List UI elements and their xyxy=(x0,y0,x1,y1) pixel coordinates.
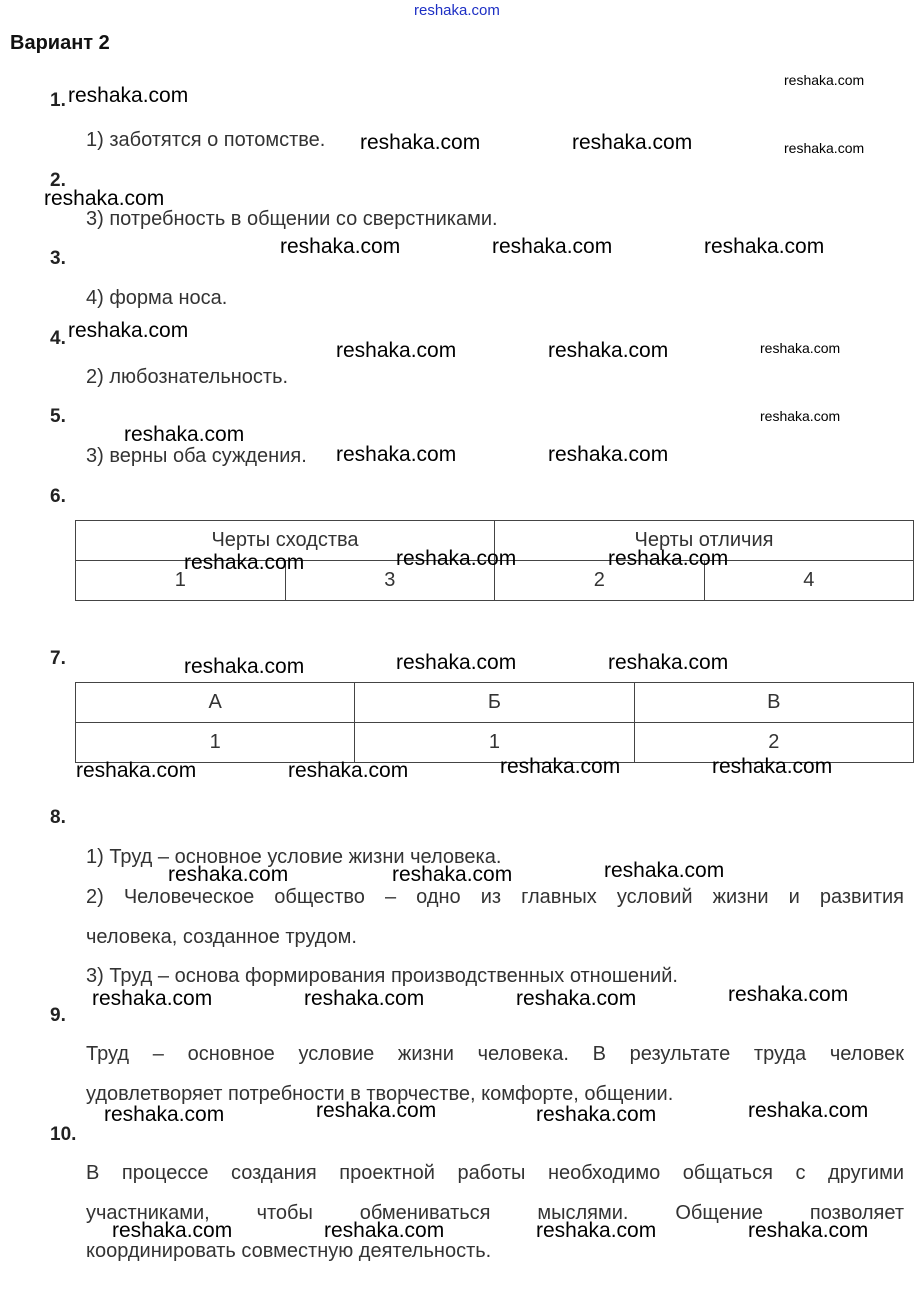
table-cell: 3 xyxy=(285,561,495,601)
site-watermark: reshaka.com xyxy=(414,2,500,19)
watermark: reshaka.com xyxy=(784,140,865,156)
watermark: reshaka.com xyxy=(184,655,305,678)
watermark: reshaka.com xyxy=(44,187,165,210)
question-number: 7. xyxy=(50,648,66,669)
answer-line: 1) Труд – основное условие жизни человека. xyxy=(86,846,502,868)
watermark: reshaka.com xyxy=(748,1219,869,1242)
watermark: reshaka.com xyxy=(548,339,669,362)
watermark: reshaka.com xyxy=(500,755,621,778)
watermark: reshaka.com xyxy=(68,319,189,342)
question-number: 4. xyxy=(50,328,66,349)
watermark: reshaka.com xyxy=(280,235,401,258)
watermark: reshaka.com xyxy=(112,1219,233,1242)
answer-line: Труд – основное условие жизни человека. В результате труда человек xyxy=(86,1043,904,1065)
answer-line: координировать совместную деятельность. xyxy=(86,1240,492,1262)
answer-text: 2) любознательность. xyxy=(86,366,289,388)
question-number: 3. xyxy=(50,248,66,269)
watermark: reshaka.com xyxy=(760,340,841,356)
watermark: reshaka.com xyxy=(608,547,729,570)
answer-line: В процессе создания проектной работы необходимо общаться с другими xyxy=(86,1162,904,1184)
table-cell: 1 xyxy=(76,561,286,601)
question-number: 5. xyxy=(50,406,66,427)
watermark: reshaka.com xyxy=(760,408,841,424)
answer-line: 3) Труд – основа формирования производственных отношений. xyxy=(86,965,678,987)
watermark: reshaka.com xyxy=(396,547,517,570)
answer-text: 1) заботятся о потомстве. xyxy=(86,129,326,151)
watermark: reshaka.com xyxy=(728,983,849,1006)
watermark: reshaka.com xyxy=(784,72,865,88)
watermark: reshaka.com xyxy=(336,443,457,466)
watermark: reshaka.com xyxy=(396,651,517,674)
watermark: reshaka.com xyxy=(336,339,457,362)
watermark: reshaka.com xyxy=(288,759,409,782)
table-header: Черты сходства xyxy=(76,521,495,561)
answer-line: участниками, чтобы обмениваться мыслями. Общение позволяет xyxy=(86,1202,904,1224)
watermark: reshaka.com xyxy=(704,235,825,258)
watermark: reshaka.com xyxy=(492,235,613,258)
watermark: reshaka.com xyxy=(324,1219,445,1242)
watermark: reshaka.com xyxy=(184,551,305,574)
watermark: reshaka.com xyxy=(76,759,197,782)
table-cell: 1 xyxy=(355,723,634,763)
question-number: 2. xyxy=(50,170,66,191)
watermark: reshaka.com xyxy=(316,1099,437,1122)
table-cell: 2 xyxy=(634,723,913,763)
answer-text: 3) верны оба суждения. xyxy=(86,445,307,467)
table-header: В xyxy=(634,683,913,723)
watermark: reshaka.com xyxy=(608,651,729,674)
watermark: reshaka.com xyxy=(536,1219,657,1242)
watermark: reshaka.com xyxy=(168,863,289,886)
watermark: reshaka.com xyxy=(536,1103,657,1126)
watermark: reshaka.com xyxy=(516,987,637,1010)
answer-line: человека, созданное трудом. xyxy=(86,926,357,948)
watermark: reshaka.com xyxy=(104,1103,225,1126)
table-header: Черты отличия xyxy=(495,521,914,561)
question-number: 6. xyxy=(50,486,66,507)
watermark: reshaka.com xyxy=(548,443,669,466)
table-header: Б xyxy=(355,683,634,723)
answer-line: 2) Человеческое общество – одно из главных условий жизни и развития xyxy=(86,886,904,908)
watermark: reshaka.com xyxy=(572,131,693,154)
watermark: reshaka.com xyxy=(392,863,513,886)
watermark: reshaka.com xyxy=(712,755,833,778)
watermark: reshaka.com xyxy=(92,987,213,1010)
table-cell: 2 xyxy=(495,561,705,601)
table-cell: 1 xyxy=(76,723,355,763)
watermark: reshaka.com xyxy=(304,987,425,1010)
watermark: reshaka.com xyxy=(604,859,725,882)
question-number: 1. xyxy=(50,90,66,111)
answer-table xyxy=(75,682,914,763)
watermark: reshaka.com xyxy=(68,84,189,107)
answer-text: 3) потребность в общении со сверстниками. xyxy=(86,208,498,230)
watermark: reshaka.com xyxy=(124,423,245,446)
question-number: 9. xyxy=(50,1005,66,1026)
question-number: 10. xyxy=(50,1124,77,1145)
table-header: А xyxy=(76,683,355,723)
table-cell: 4 xyxy=(704,561,914,601)
answer-text: 4) форма носа. xyxy=(86,287,228,309)
page-title: Вариант 2 xyxy=(10,32,110,54)
watermark: reshaka.com xyxy=(360,131,481,154)
watermark: reshaka.com xyxy=(748,1099,869,1122)
answer-line: удовлетворяет потребности в творчестве, комфорте, общении. xyxy=(86,1083,674,1105)
question-number: 8. xyxy=(50,807,66,828)
